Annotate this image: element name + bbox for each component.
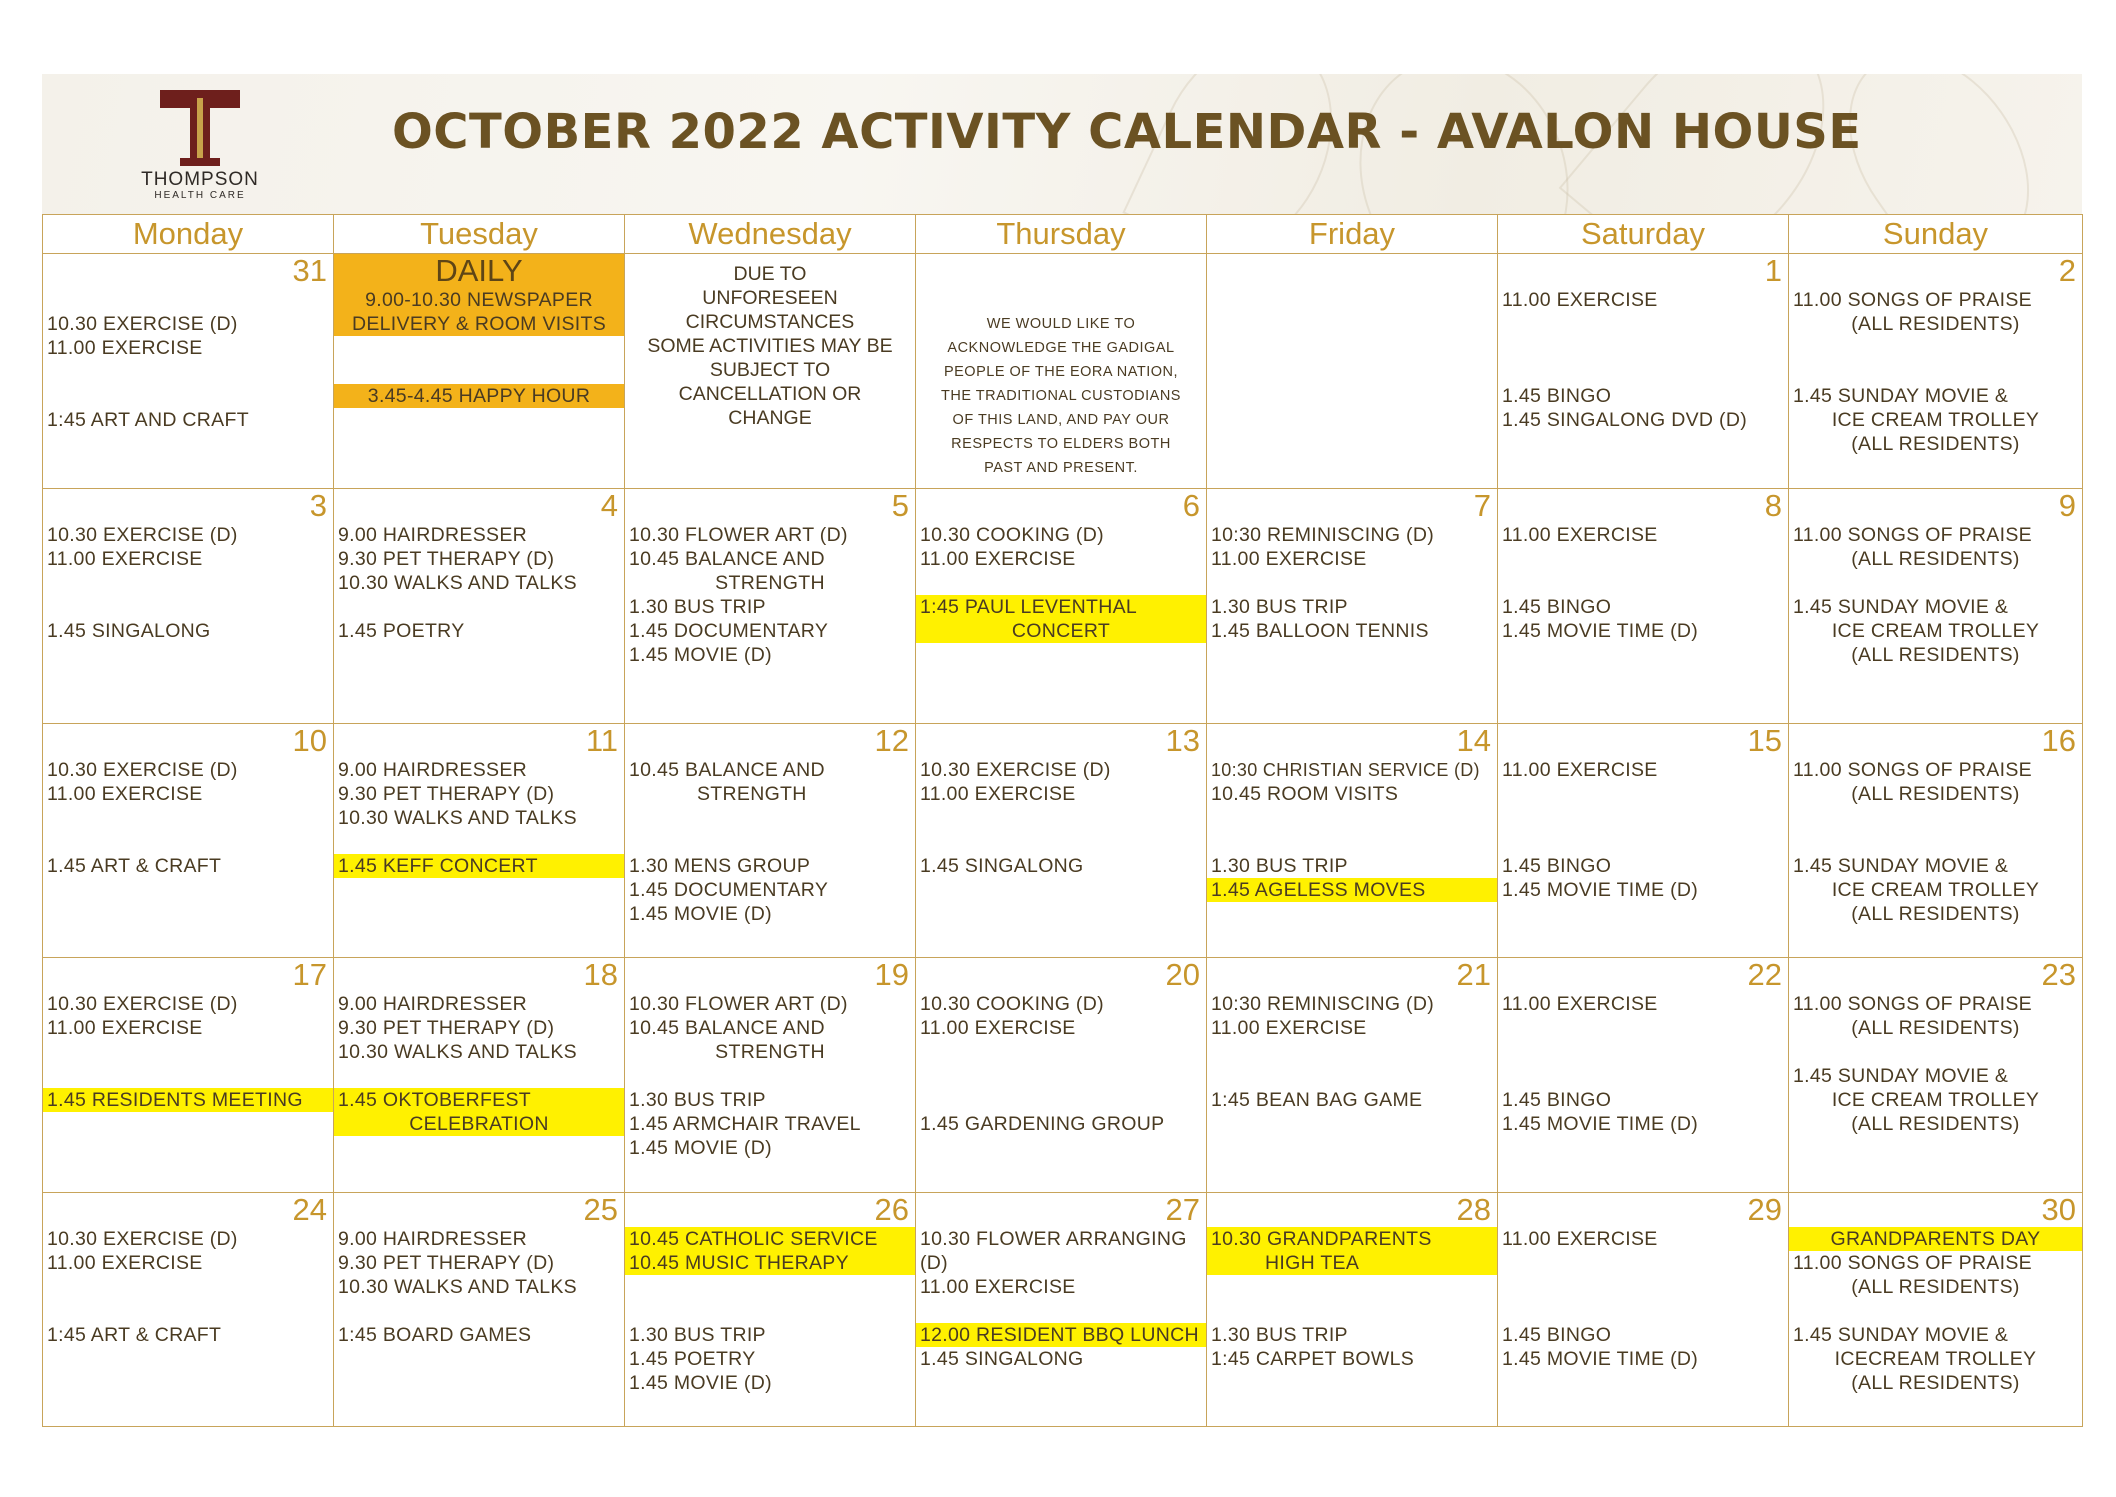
day-number: 25 <box>583 1191 618 1227</box>
event-line-highlight: DELIVERY & ROOM VISITS <box>334 312 624 336</box>
day-cell <box>43 958 334 1192</box>
event-line: 11.00 SONGS OF PRAISE <box>1793 1251 2032 1274</box>
event-line: 9.30 PET THERAPY (D) <box>338 782 555 805</box>
event-line: 11.00 EXERCISE <box>47 782 203 805</box>
event-line: 1.45 GARDENING GROUP <box>920 1113 1165 1136</box>
day-cell <box>1498 1192 1789 1426</box>
day-cell <box>625 723 916 957</box>
week-row <box>43 489 2083 723</box>
day-cell <box>1498 723 1789 957</box>
event-line: 10.45 BALANCE AND <box>629 758 825 781</box>
day-cell <box>1789 958 2083 1192</box>
day-number: 5 <box>891 488 909 524</box>
notice-line: DUE TO <box>733 263 807 285</box>
event-line: 11.00 SONGS OF PRAISE <box>1793 289 2032 311</box>
day-number: 11 <box>585 722 618 758</box>
event-line: 9.00 HAIRDRESSER <box>338 758 528 781</box>
event-line <box>1502 782 1784 806</box>
event-line: 10.30 COOKING (D) <box>920 524 1104 547</box>
day-cell-empty <box>1207 254 1498 489</box>
event-line: 10.30 WALKS AND TALKS <box>338 806 577 829</box>
event-line <box>334 360 624 384</box>
day-number: 10 <box>292 722 327 758</box>
day-number: 17 <box>292 957 327 993</box>
day-cell <box>1498 958 1789 1192</box>
day-cell <box>43 723 334 957</box>
event-line-highlight: CONCERT <box>916 619 1206 643</box>
event-line <box>1502 1275 1784 1299</box>
event-line <box>629 1064 911 1088</box>
event-line: (ALL RESIDENTS) <box>1851 1113 2020 1136</box>
event-line: 10.30 EXERCISE (D) <box>47 758 238 781</box>
day-number: 1 <box>1764 253 1782 288</box>
event-line <box>1502 360 1784 384</box>
event-line: 1.45 MOVIE TIME (D) <box>1502 878 1699 901</box>
event-line: 9.00 HAIRDRESSER <box>338 993 528 1016</box>
event-line: 11.00 EXERCISE <box>47 1017 203 1040</box>
event-line: 9.00 HAIRDRESSER <box>338 524 528 547</box>
event-line <box>43 1064 333 1088</box>
event-line: ICE CREAM TROLLEY <box>1831 1089 2040 1112</box>
event-line <box>1502 1016 1784 1040</box>
event-line: STRENGTH <box>715 1041 825 1064</box>
event-line: 10.30 FLOWER ARRANGING <box>920 1227 1187 1250</box>
event-line: ICE CREAM TROLLEY <box>1831 878 2040 901</box>
event-line: 1.45 POETRY <box>629 1347 756 1370</box>
event-line <box>1211 1040 1493 1064</box>
event-line: 10.30 WALKS AND TALKS <box>338 1275 577 1298</box>
event-line: 1:45 BEAN BAG GAME <box>1211 1089 1423 1112</box>
event-line: 1:45 ART AND CRAFT <box>47 409 249 431</box>
event-line: 10.30 EXERCISE (D) <box>47 313 238 335</box>
day-cell <box>334 489 625 723</box>
event-line: (ALL RESIDENTS) <box>1851 782 2020 805</box>
event-line-highlight: HIGH TEA <box>1207 1251 1497 1275</box>
event-line: 1.45 MOVIE (D) <box>629 902 772 925</box>
event-line: STRENGTH <box>697 782 807 805</box>
weekday-sunday: Sunday <box>1789 215 2083 254</box>
ack-line: RESPECTS TO ELDERS BOTH <box>951 436 1171 452</box>
event-line: 9.30 PET THERAPY (D) <box>338 1251 555 1274</box>
week-row <box>43 723 2083 957</box>
day-cell <box>1207 1192 1498 1426</box>
cancellation-notice <box>625 254 915 430</box>
ack-line: THE TRADITIONAL CUSTODIANS <box>941 388 1181 404</box>
event-line <box>47 1299 329 1323</box>
logo-subtitle: HEALTH CARE <box>154 190 246 201</box>
event-line <box>920 1040 1202 1064</box>
event-line: 1.30 BUS TRIP <box>1211 1323 1348 1346</box>
day-number: 22 <box>1747 957 1782 993</box>
notice-line: CHANGE <box>728 407 812 429</box>
day-number: 26 <box>874 1191 909 1227</box>
event-line <box>43 1040 333 1064</box>
event-line-highlight: 3.45-4.45 HAPPY HOUR <box>334 384 624 408</box>
event-line: 10.45 ROOM VISITS <box>1211 782 1399 805</box>
event-line: (ALL RESIDENTS) <box>1851 902 2020 925</box>
day-number: 21 <box>1456 957 1491 993</box>
event-line: 1.45 ARMCHAIR TRAVEL <box>629 1113 861 1136</box>
event-line <box>1502 1299 1784 1323</box>
event-line: 1.45 BALLOON TENNIS <box>1211 620 1429 643</box>
event-line: 11.00 EXERCISE <box>1211 548 1367 571</box>
event-line: 1.45 SUNDAY MOVIE & <box>1793 1065 2009 1088</box>
event-line <box>1793 806 2078 830</box>
day-cell <box>1789 723 2083 957</box>
event-line <box>916 1299 1206 1323</box>
event-line: 1.45 MOVIE TIME (D) <box>1502 1347 1699 1370</box>
logo-name: THOMPSON <box>141 169 259 190</box>
day-number: 19 <box>874 957 909 993</box>
event-line <box>920 1088 1202 1112</box>
event-line <box>1502 312 1784 336</box>
event-line <box>1502 830 1784 854</box>
event-line: 1.30 BUS TRIP <box>1211 596 1348 619</box>
event-line: (ALL RESIDENTS) <box>1851 644 2020 667</box>
event-line: 1.45 MOVIE TIME (D) <box>1502 620 1699 643</box>
day-cell <box>916 1192 1207 1426</box>
event-line: 11.00 EXERCISE <box>920 548 1076 571</box>
day-number: 8 <box>1764 488 1782 524</box>
event-line <box>334 336 624 360</box>
day-cell <box>1789 489 2083 723</box>
event-line <box>1793 1040 2078 1064</box>
event-line <box>1502 1040 1784 1064</box>
weekday-saturday: Saturday <box>1498 215 1789 254</box>
day-number: 16 <box>2041 722 2076 758</box>
event-line <box>47 288 329 312</box>
weekday-friday: Friday <box>1207 215 1498 254</box>
event-line: 1.45 BINGO <box>1502 596 1612 619</box>
event-line: 10.30 EXERCISE (D) <box>920 758 1111 781</box>
event-line <box>1793 336 2078 360</box>
event-line-highlight: 9.00-10.30 NEWSPAPER <box>334 288 624 312</box>
event-line: STRENGTH <box>715 572 825 595</box>
country-acknowledgement <box>916 254 1206 480</box>
event-line: 1:45 ART & CRAFT <box>47 1323 222 1346</box>
event-line: (ALL RESIDENTS) <box>1851 433 2020 455</box>
event-line <box>334 1064 624 1088</box>
event-line: 11.00 EXERCISE <box>1502 289 1658 311</box>
event-line: 10:30 REMINISCING (D) <box>1211 524 1435 547</box>
event-line: 11.00 EXERCISE <box>920 1017 1076 1040</box>
daily-banner: DAILY <box>334 254 624 288</box>
page-title: OCTOBER 2022 ACTIVITY CALENDAR - AVALON HOUSE <box>392 104 1862 160</box>
day-number: 4 <box>600 488 618 524</box>
event-line: 1.30 BUS TRIP <box>629 596 766 619</box>
event-line: (D) <box>920 1251 948 1274</box>
day-number: 23 <box>2041 957 2076 993</box>
day-cell <box>43 489 334 723</box>
weekday-monday: Monday <box>43 215 334 254</box>
day-cell <box>916 723 1207 957</box>
event-line: 11.00 EXERCISE <box>920 782 1076 805</box>
day-cell <box>1207 723 1498 957</box>
event-line-highlight: 1.45 KEFF CONCERT <box>334 854 624 878</box>
event-line: 1.45 ART & CRAFT <box>47 854 222 877</box>
event-line: 1:45 BOARD GAMES <box>338 1323 532 1346</box>
activity-calendar <box>42 214 2082 1427</box>
event-line: 1.45 MOVIE TIME (D) <box>1502 1113 1699 1136</box>
event-line: 1.45 SINGALONG <box>920 854 1084 877</box>
event-line: 1.45 BINGO <box>1502 1089 1612 1112</box>
event-line: 11.00 EXERCISE <box>1502 758 1658 781</box>
day-number: 29 <box>1747 1191 1782 1227</box>
event-line: 1.45 MOVIE (D) <box>629 1137 772 1160</box>
day-cell <box>334 958 625 1192</box>
event-line: 1.45 SINGALONG DVD (D) <box>1502 409 1747 431</box>
event-line: 1.45 DOCUMENTARY <box>629 878 829 901</box>
event-line: 11.00 EXERCISE <box>920 1275 1076 1298</box>
calendar-header <box>42 74 2082 214</box>
event-line: 9.30 PET THERAPY (D) <box>338 1017 555 1040</box>
event-line: 11.00 EXERCISE <box>47 337 203 359</box>
event-line <box>1502 571 1784 595</box>
event-line <box>625 1299 915 1323</box>
event-line <box>1502 1064 1784 1088</box>
event-line: (ALL RESIDENTS) <box>1851 548 2020 571</box>
day-number: 31 <box>292 253 327 288</box>
event-line <box>47 384 329 408</box>
event-line: 1.30 BUS TRIP <box>629 1323 766 1346</box>
day-number: 18 <box>583 957 618 993</box>
event-line: 11.00 EXERCISE <box>47 548 203 571</box>
event-line: 11.00 EXERCISE <box>1211 1017 1367 1040</box>
thompson-logo <box>100 74 300 214</box>
event-line: ICE CREAM TROLLEY <box>1831 409 2040 431</box>
event-line <box>1789 1299 2082 1323</box>
week-row <box>43 254 2083 489</box>
event-line: 1.45 SUNDAY MOVIE & <box>1793 596 2009 619</box>
day-number: 15 <box>1747 722 1782 758</box>
event-line-highlight: GRANDPARENTS DAY <box>1789 1227 2082 1251</box>
event-line: 1.45 BINGO <box>1502 385 1612 407</box>
day-number: 30 <box>2041 1191 2076 1227</box>
event-line <box>916 571 1206 595</box>
event-line: 1.45 SINGALONG <box>920 1347 1084 1370</box>
day-cell <box>43 254 334 489</box>
event-line: ICE CREAM TROLLEY <box>1831 620 2040 643</box>
event-line: 1.45 SINGALONG <box>47 620 211 643</box>
event-line <box>1793 360 2078 384</box>
ack-line: PAST AND PRESENT. <box>984 460 1138 476</box>
day-number: 14 <box>1456 722 1491 758</box>
event-line: (ALL RESIDENTS) <box>1851 1017 2020 1040</box>
event-line <box>1211 1064 1493 1088</box>
event-line <box>1793 830 2078 854</box>
event-line: 11.00 SONGS OF PRAISE <box>1793 758 2032 781</box>
event-line <box>1207 830 1497 854</box>
event-line: 1.45 POETRY <box>338 620 465 643</box>
weekday-header-row <box>43 215 2083 254</box>
event-line: 10:30 CHRISTIAN SERVICE (D) <box>1211 759 1480 780</box>
event-line <box>47 571 329 595</box>
day-cell <box>334 723 625 957</box>
day-cell <box>916 489 1207 723</box>
event-line: (ALL RESIDENTS) <box>1851 1275 2020 1298</box>
day-number: 27 <box>1165 1191 1200 1227</box>
notice-line: CANCELLATION OR <box>678 383 862 405</box>
day-cell <box>1207 958 1498 1192</box>
event-line: (ALL RESIDENTS) <box>1851 1371 2020 1394</box>
event-line <box>1207 806 1497 830</box>
day-cell <box>1207 489 1498 723</box>
day-cell <box>625 1192 916 1426</box>
event-line-highlight: 10.45 MUSIC THERAPY <box>625 1251 915 1275</box>
event-line: ICECREAM TROLLEY <box>1834 1347 2037 1370</box>
event-line <box>334 830 624 854</box>
notice-line: SUBJECT TO <box>709 359 831 381</box>
event-line: 10.30 EXERCISE (D) <box>47 1227 238 1250</box>
week-row <box>43 958 2083 1192</box>
event-line: 1:45 CARPET BOWLS <box>1211 1347 1415 1370</box>
t-caduceus-icon <box>160 90 240 166</box>
event-line: 1.45 SUNDAY MOVIE & <box>1793 1323 2009 1346</box>
event-line: 11.00 SONGS OF PRAISE <box>1793 993 2032 1016</box>
day-cell <box>43 1192 334 1426</box>
day-cell <box>625 958 916 1192</box>
event-line: 1.45 BINGO <box>1502 1323 1612 1346</box>
event-line <box>47 595 329 619</box>
event-line: 11.00 EXERCISE <box>1502 524 1658 547</box>
event-line: 9.00 HAIRDRESSER <box>338 1227 528 1250</box>
event-line-highlight: CELEBRATION <box>334 1112 624 1136</box>
event-line <box>629 806 911 830</box>
weekday-wednesday: Wednesday <box>625 215 916 254</box>
event-line: 10.30 EXERCISE (D) <box>47 993 238 1016</box>
daily-activities-cell <box>334 254 625 489</box>
event-line: 10.30 WALKS AND TALKS <box>338 1041 577 1064</box>
event-line <box>1793 571 2078 595</box>
event-line: 1.45 SUNDAY MOVIE & <box>1793 854 2009 877</box>
event-line: 10.30 EXERCISE (D) <box>47 524 238 547</box>
event-line: 1.45 SUNDAY MOVIE & <box>1793 385 2009 407</box>
event-line <box>1502 806 1784 830</box>
day-cell <box>334 1192 625 1426</box>
ack-line: ACKNOWLEDGE THE GADIGAL <box>947 340 1175 356</box>
event-line: 10.45 BALANCE AND <box>629 548 825 571</box>
event-line: 10:30 REMINISCING (D) <box>1211 993 1435 1016</box>
event-line: 1.45 MOVIE (D) <box>629 644 772 667</box>
event-line: 11.00 EXERCISE <box>1502 1227 1658 1250</box>
day-number: 2 <box>2058 253 2076 288</box>
event-line <box>1502 1251 1784 1275</box>
event-line <box>920 1064 1202 1088</box>
acknowledgement-cell <box>916 254 1207 489</box>
weekday-tuesday: Tuesday <box>334 215 625 254</box>
day-cell <box>1789 254 2083 489</box>
notice-cell <box>625 254 916 489</box>
event-line <box>338 595 620 619</box>
event-line: 1.45 BINGO <box>1502 854 1612 877</box>
event-line: 1.30 BUS TRIP <box>629 1089 766 1112</box>
event-line: 11.00 SONGS OF PRAISE <box>1793 524 2032 547</box>
event-line <box>629 830 911 854</box>
event-line-highlight: 10.45 CATHOLIC SERVICE <box>625 1227 915 1251</box>
event-line <box>625 1275 915 1299</box>
event-line-highlight: 1.45 RESIDENTS MEETING <box>43 1088 333 1112</box>
week-row <box>43 1192 2083 1426</box>
event-line-highlight: 1:45 PAUL LEVENTHAL <box>916 595 1206 619</box>
event-line: 1.30 MENS GROUP <box>629 854 811 877</box>
event-line-highlight: 1.45 OKTOBERFEST <box>334 1088 624 1112</box>
event-line <box>47 806 329 830</box>
event-line <box>920 806 1202 830</box>
event-line <box>1211 571 1493 595</box>
event-line-highlight: 12.00 RESIDENT BBQ LUNCH <box>916 1323 1206 1347</box>
ack-line: PEOPLE OF THE EORA NATION, <box>943 364 1179 380</box>
day-cell <box>916 958 1207 1192</box>
event-line <box>1207 1299 1497 1323</box>
event-line: (ALL RESIDENTS) <box>1851 313 2020 335</box>
day-number: 6 <box>1182 488 1200 524</box>
event-line: 10.30 FLOWER ART (D) <box>629 993 848 1016</box>
notice-line: CIRCUMSTANCES <box>685 311 855 333</box>
day-cell <box>1498 254 1789 489</box>
notice-line: UNFORESEEN <box>702 287 838 309</box>
event-line: 9.30 PET THERAPY (D) <box>338 548 555 571</box>
event-line <box>47 830 329 854</box>
day-number: 20 <box>1165 957 1200 993</box>
event-line: 11.00 EXERCISE <box>47 1251 203 1274</box>
day-cell <box>625 489 916 723</box>
event-line: 11.00 EXERCISE <box>1502 993 1658 1016</box>
day-number: 9 <box>2058 488 2076 524</box>
calendar-grid <box>42 214 2083 1427</box>
day-number: 12 <box>874 722 909 758</box>
event-line <box>47 360 329 384</box>
ack-line: OF THIS LAND, AND PAY OUR <box>952 412 1170 428</box>
day-number: 3 <box>309 488 327 524</box>
ack-line: WE WOULD LIKE TO <box>986 316 1136 332</box>
event-line <box>1502 547 1784 571</box>
notice-line: SOME ACTIVITIES MAY BE <box>647 335 893 357</box>
day-cell <box>1498 489 1789 723</box>
event-line <box>338 1299 620 1323</box>
event-line <box>920 830 1202 854</box>
event-line <box>47 1275 329 1299</box>
event-line: 10.30 WALKS AND TALKS <box>338 572 577 595</box>
event-line: 1.30 BUS TRIP <box>1211 854 1348 877</box>
event-line: 1.45 MOVIE (D) <box>629 1371 772 1394</box>
event-line: 10.30 COOKING (D) <box>920 993 1104 1016</box>
event-line-highlight: 1.45 AGELESS MOVES <box>1207 878 1497 902</box>
event-line <box>1502 336 1784 360</box>
day-cell <box>1789 1192 2083 1426</box>
day-number: 28 <box>1456 1191 1491 1227</box>
day-number: 13 <box>1165 722 1200 758</box>
weekday-thursday: Thursday <box>916 215 1207 254</box>
event-line: 1.45 DOCUMENTARY <box>629 620 829 643</box>
day-number: 24 <box>292 1191 327 1227</box>
event-line-highlight: 10.30 GRANDPARENTS <box>1207 1227 1497 1251</box>
day-number: 7 <box>1473 488 1491 524</box>
event-line <box>1207 1275 1497 1299</box>
event-line: 10.45 BALANCE AND <box>629 1017 825 1040</box>
event-line: 10.30 FLOWER ART (D) <box>629 524 848 547</box>
